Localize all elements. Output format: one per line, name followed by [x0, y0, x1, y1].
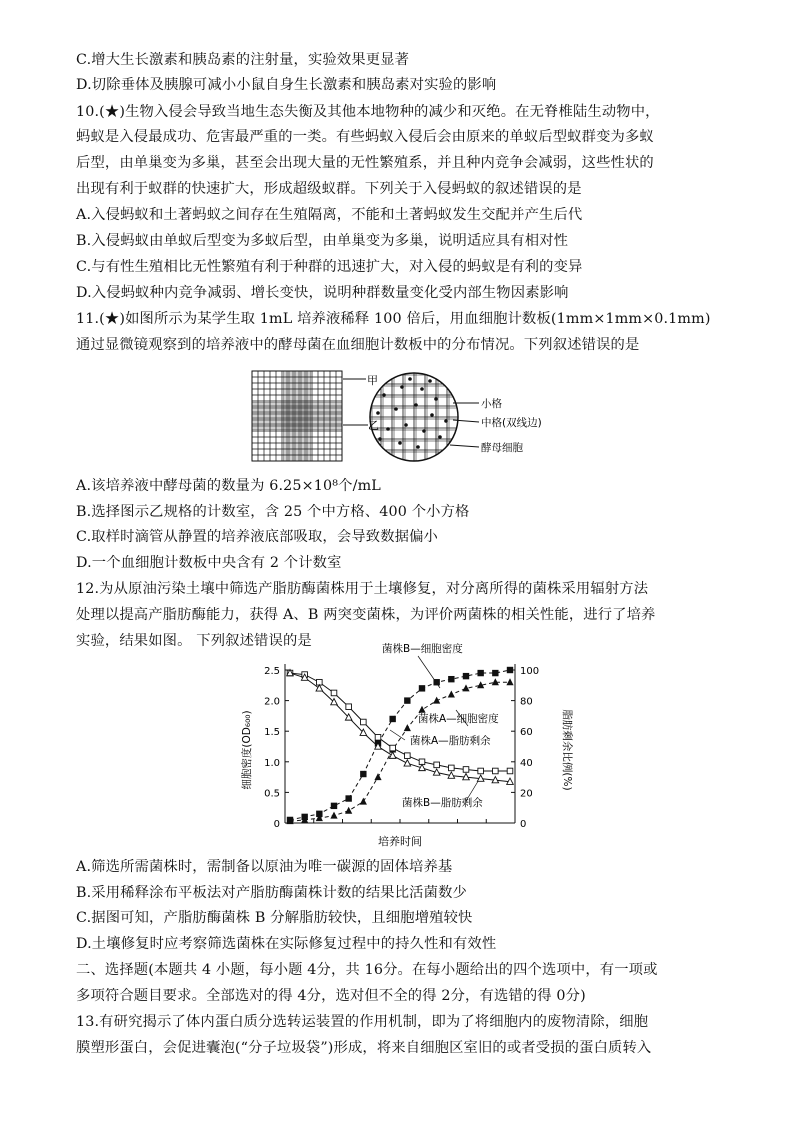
yeast-cell-dot — [438, 435, 442, 439]
yeast-cell-dot — [398, 441, 402, 445]
text-line: 后型，由单巢变为多巢，甚至会出现大量的无性繁殖系，并且种内竞争会减弱，这些性状的 — [76, 155, 654, 171]
yeast-cell-dot — [420, 387, 424, 391]
label-medium-square: 中格(双线边) — [481, 417, 542, 429]
data-point — [331, 803, 337, 809]
data-point — [463, 673, 469, 679]
data-point — [507, 667, 513, 673]
growth-chart — [230, 638, 580, 850]
data-point — [331, 690, 337, 696]
yeast-cell-dot — [382, 393, 386, 397]
data-point — [404, 760, 411, 766]
y-tick-label-right: 40 — [520, 757, 533, 769]
data-point — [330, 812, 337, 819]
yeast-cell-dot — [408, 377, 412, 381]
data-point — [389, 752, 396, 758]
y-tick-label-left: 1.0 — [264, 757, 280, 769]
data-point — [478, 768, 484, 774]
series-label-b-fat: 菌株B—脂肪剩余 — [402, 797, 483, 809]
data-point — [433, 697, 440, 704]
text-line: 多项符合题目要求。全部选对的得 4分，选对但不全的得 2分，有选错的得 0分) — [76, 988, 586, 1004]
series-label-b-density: 菌株B—细胞密度 — [382, 643, 463, 655]
yeast-cell-dot — [378, 437, 382, 441]
data-point — [374, 773, 381, 780]
data-point — [345, 807, 352, 814]
data-point — [463, 767, 469, 773]
y-axis-label-left: 细胞密度(OD₆₀₀) — [241, 710, 253, 790]
yeast-cell-dot — [414, 403, 418, 407]
text-line: D.土壤修复时应考察筛选菌株在实际修复过程中的持久性和有效性 — [76, 936, 497, 952]
text-line: B.选择图示乙规格的计数室，含 25 个中方格、400 个小方格 — [76, 504, 470, 520]
text-line: 膜塑形蛋白，会促进囊泡(“分子垃圾袋”)形成，将来自细胞区室旧的或者受损的蛋白质转入 — [76, 1040, 652, 1056]
yeast-cell-dot — [434, 397, 438, 401]
text-line: 11.(★)如图所示为某学生取 1mL 培养液稀释 100 倍后，用血细胞计数板(1mm×1mm×0.1mm) — [76, 311, 711, 327]
y-tick-label-right: 20 — [520, 788, 533, 800]
yeast-cell-dot — [386, 427, 390, 431]
text-line: A.入侵蚂蚁和土著蚂蚁之间存在生殖隔离，不能和土著蚂蚁发生交配并产生后代 — [76, 207, 583, 223]
text-line: 通过显微镜观察到的培养液中的酵母菌在血细胞计数板中的分布情况。下列叙述错误的是 — [76, 337, 640, 353]
yeast-cell-dot — [400, 385, 404, 389]
text-line: 出现有利于蚁群的快速扩大，形成超级蚁群。下列关于入侵蚂蚁的叙述错误的是 — [76, 181, 582, 197]
text-line: D.入侵蚂蚁种内竞争减弱、增长变快，说明种群数量变化受内部生物因素影响 — [76, 285, 569, 301]
data-point — [507, 768, 513, 774]
data-point — [346, 704, 352, 710]
data-point — [448, 676, 454, 682]
data-point — [492, 678, 499, 685]
y-tick-label-right: 100 — [520, 666, 540, 677]
data-point — [390, 745, 396, 751]
data-point — [360, 771, 366, 777]
text-line: A.筛选所需菌株时，需制备以原油为唯一碳源的固体培养基 — [76, 859, 453, 875]
x-axis-label: 培养时间 — [378, 835, 422, 848]
hemocytometer-figure — [240, 365, 560, 470]
label-jia: 甲 — [367, 374, 378, 387]
text-line: 12.为从原油污染土壤中筛选产脂肪酶菌株用于土壤修复，对分离所得的菌株采用辐射方法 — [76, 581, 649, 597]
counting-grid — [252, 371, 342, 461]
data-point — [404, 724, 411, 731]
series-label-a-density: 菌株A—细胞密度 — [418, 713, 499, 725]
label-yeast-cell: 酵母细胞 — [481, 442, 523, 454]
y-tick-label-left: 2.0 — [264, 696, 280, 708]
label-small-square: 小格 — [481, 398, 502, 410]
yeast-cell-dot — [394, 407, 398, 411]
text-line: 实验，结果如图。 下列叙述错误的是 — [76, 633, 312, 649]
data-point — [418, 706, 425, 713]
text-line: 处理以提高产脂肪酶能力，获得 A、B 两突变菌株，为评价两菌株的相关性能，进行了培养 — [76, 607, 656, 623]
data-point — [404, 697, 410, 703]
text-line: A.该培养液中酵母菌的数量为 6.25×10⁸个/mL — [76, 478, 381, 494]
label-yi: 乙 — [368, 419, 379, 432]
text-line: D.一个血细胞计数板中央含有 2 个计数室 — [76, 555, 342, 571]
data-point — [419, 685, 425, 691]
y-tick-label-left: 0.5 — [264, 788, 280, 800]
series-line — [290, 673, 510, 782]
magnified-view — [370, 373, 460, 463]
text-line: 10.(★)生物入侵会导致当地生态失衡及其他本地物种的减少和灭绝。在无脊椎陆生动物中， — [76, 104, 660, 120]
yeast-cell-dot — [422, 429, 426, 433]
y-tick-label-left: 2.5 — [264, 666, 280, 677]
text-line: C.取样时滴管从静置的培养液底部吸取，会导致数据偏小 — [76, 529, 438, 545]
text-line: D.切除垂体及胰腺可减小小鼠自身生长激素和胰岛素对实验的影响 — [76, 77, 497, 93]
text-line: B.采用稀释涂布平板法对产脂肪酶菌株计数的结果比活菌数少 — [76, 885, 467, 901]
yeast-cell-dot — [428, 379, 432, 383]
data-point — [361, 719, 367, 725]
data-point — [375, 735, 381, 741]
y-tick-label-left: 1.5 — [264, 727, 280, 739]
text-line: B.入侵蚂蚁由单蚁后型变为多蚁后型，由单巢变为多巢，说明适应具有相对性 — [76, 233, 569, 249]
y-tick-label-right: 0 — [520, 819, 527, 830]
text-line: 蚂蚁是入侵最成功、危害最严重的一类。有些蚂蚁入侵后会由原来的单蚁后型蚁群变为多蚁 — [76, 129, 654, 145]
data-point — [434, 762, 440, 768]
text-line: C.增大生长激素和胰岛素的注射量，实验效果更显著 — [76, 52, 410, 68]
text-line: 二、选择题(本题共 4 小题，每小题 4分，共 16分。在每小题给出的四个选项中，有一项或 — [76, 962, 658, 978]
y-tick-label-left: 0 — [273, 819, 280, 830]
data-point — [448, 690, 455, 697]
yeast-cell-dot — [404, 423, 408, 427]
data-point — [360, 798, 367, 805]
y-axis-label-right: 脂肪剩余比例(%) — [561, 709, 573, 791]
text-line: 13.有研究揭示了体内蛋白质分选转运装置的作用机制，即为了将细胞内的废物清除，细胞 — [76, 1014, 649, 1030]
yeast-cell-dot — [444, 419, 448, 423]
text-line: C.与有性生殖相比无性繁殖有利于种群的迅速扩大，对入侵的蚂蚁是有利的变异 — [76, 259, 583, 275]
y-tick-label-right: 80 — [520, 696, 533, 708]
yeast-cell-dot — [430, 413, 434, 417]
data-point — [506, 678, 513, 685]
data-point — [389, 716, 395, 722]
data-point — [433, 679, 439, 685]
yeast-cell-dot — [376, 411, 380, 415]
series-label-a-fat: 菌株A—脂肪剩余 — [410, 735, 491, 747]
data-point — [492, 670, 498, 676]
yeast-cell-dot — [416, 445, 420, 449]
data-point — [493, 768, 499, 774]
text-line: C.据图可知，产脂肪酶菌株 B 分解脂肪较快，且细胞增殖较快 — [76, 910, 473, 926]
y-tick-label-right: 60 — [520, 727, 533, 739]
data-point — [405, 753, 411, 759]
data-point — [449, 765, 455, 771]
data-point — [345, 795, 351, 801]
data-point — [316, 685, 323, 691]
data-point — [477, 670, 483, 676]
data-point — [462, 684, 469, 691]
